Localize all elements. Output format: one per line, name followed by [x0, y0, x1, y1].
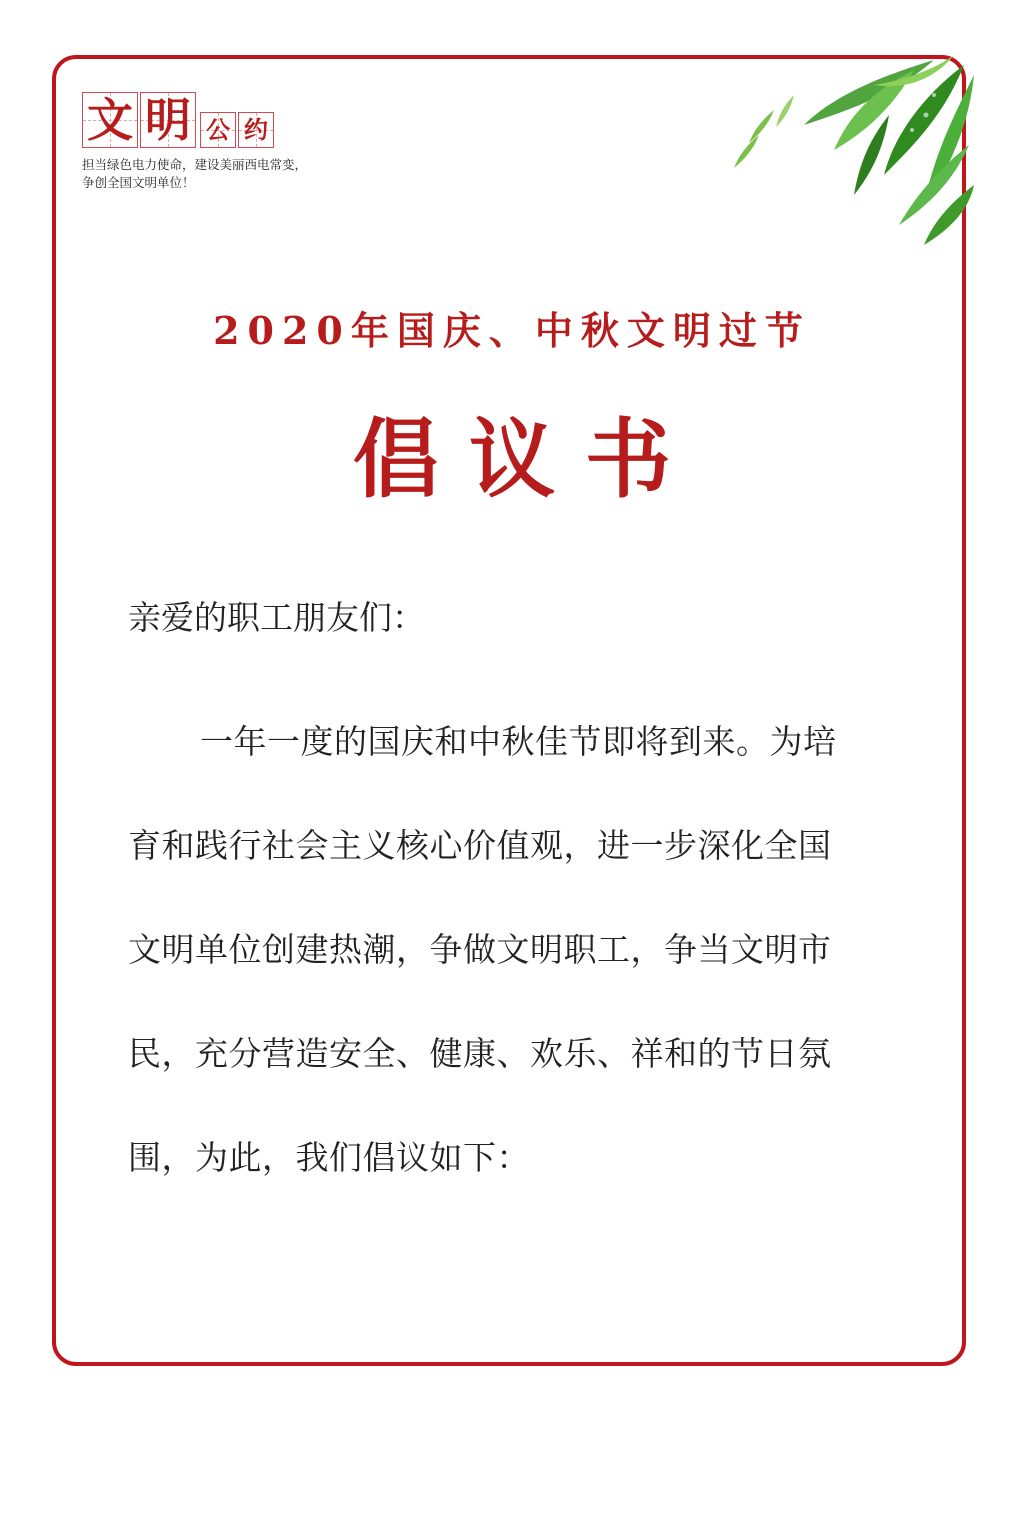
- subtitle: 2020年国庆、中秋文明过节: [213, 308, 811, 353]
- logo-box-4: [238, 112, 274, 148]
- letter-line-1: 一年一度的国庆和中秋佳节即将到来。为培: [200, 722, 837, 761]
- letter-line-2: 育和践行社会主义核心价值观，进一步深化全国: [128, 826, 832, 865]
- letter-line-4: 民，充分营造安全、健康、欢乐、祥和的节日氛: [128, 1034, 832, 1073]
- letter-line-3: 文明单位创建热潮，争做文明职工，争当文明市: [128, 930, 832, 969]
- logo: [82, 92, 274, 148]
- bamboo-leaves-icon: [634, 55, 974, 245]
- logo-char-1: 文: [87, 93, 133, 147]
- logo-char-2: 明: [145, 93, 191, 147]
- logo-char-3: 公: [206, 116, 230, 144]
- letter-body: [128, 690, 898, 1210]
- page-title: 倡议书: [353, 409, 701, 510]
- slogan-line-2: 争创全国文明单位！: [82, 175, 195, 190]
- logo-box-3: [200, 112, 236, 148]
- greeting: 亲爱的职工朋友们：: [128, 598, 425, 637]
- slogan-line-1: 担当绿色电力使命，建设美丽西电常变，: [82, 157, 308, 172]
- logo-box-2: [140, 92, 196, 148]
- logo-char-4: 约: [244, 116, 268, 144]
- slogan: [82, 156, 307, 192]
- letter-line-5: 围，为此，我们倡议如下：: [128, 1138, 530, 1177]
- logo-box-1: [82, 92, 138, 148]
